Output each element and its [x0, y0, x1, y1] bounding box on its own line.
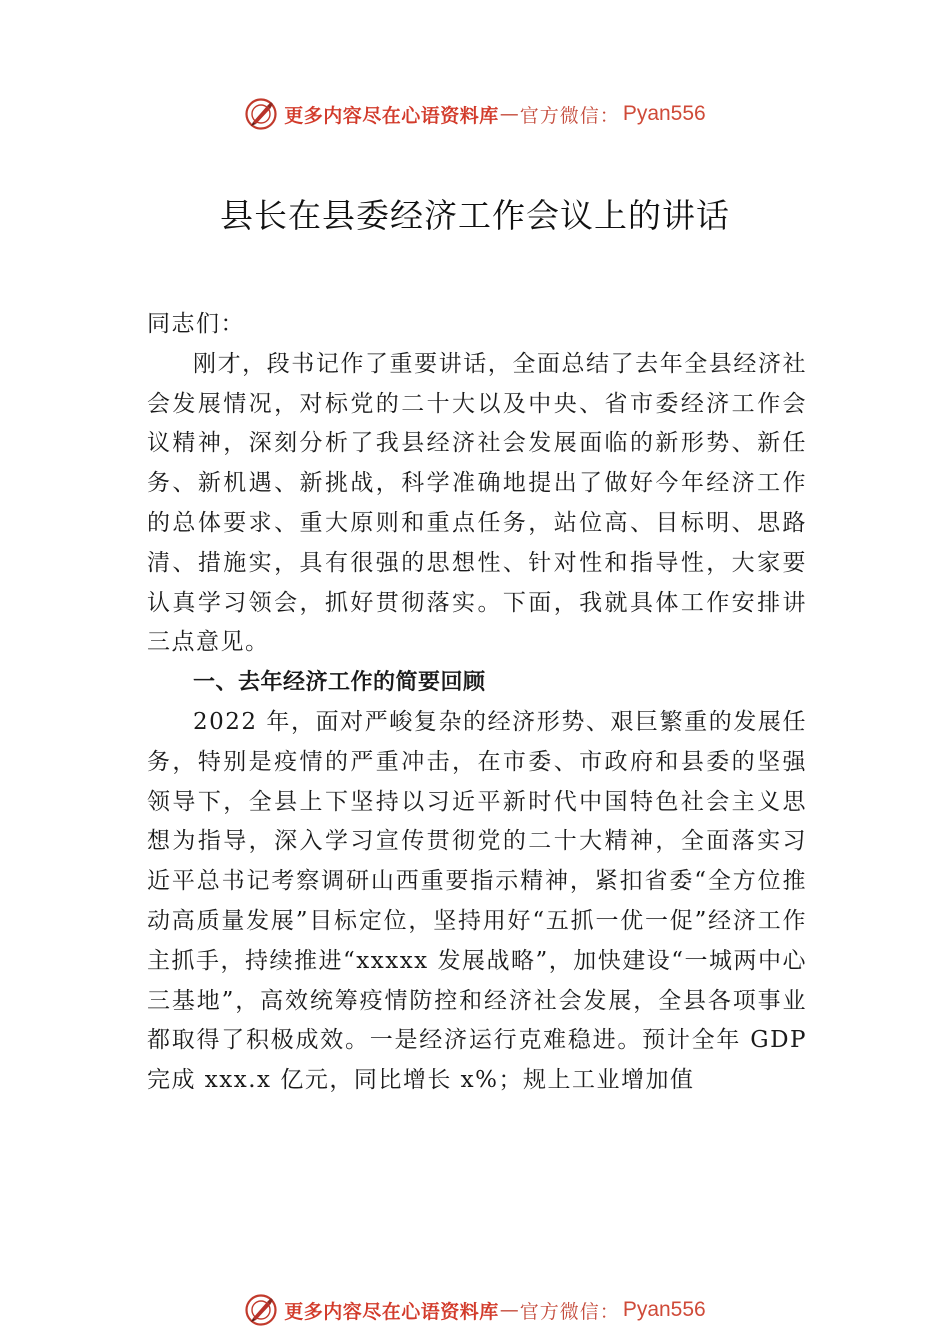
- section-heading-1: 一、去年经济工作的简要回顾: [193, 670, 486, 696]
- banner-main-text: 更多内容尽在心语资料库: [284, 1300, 499, 1323]
- banner-separator: —: [499, 1299, 519, 1321]
- banner-colon: ：: [599, 104, 619, 127]
- footer-watermark-banner: [0, 1290, 950, 1330]
- banner-colon: ：: [599, 1300, 619, 1323]
- banner-wechat-id: Pyan556: [622, 1298, 706, 1321]
- brand-logo-icon: [244, 1293, 278, 1327]
- document-body: [147, 305, 807, 1101]
- header-watermark-banner: [0, 94, 950, 134]
- banner-separator: —: [499, 103, 519, 125]
- banner-main-text: 更多内容尽在心语资料库: [284, 104, 499, 127]
- document-title: 县长在县委经济工作会议上的讲话: [220, 196, 730, 235]
- banner-wechat-id: Pyan556: [622, 102, 706, 125]
- paragraph-intro: 刚才，段书记作了重要讲话，全面总结了去年全县经济社会发展情况，对标党的二十大以及中央、省市委经济工作会议精神，深刻分析了我县经济社会发展面临的新形势、新任务、新机遇、新挑战，科学准确地提出了做好今年经济工作的总体要求、重大原则和重点任务，站位高、目标明、思路清、措施实，具有很强的思想性、针对性和指导性，大家要认真学习领会，抓好贯彻落实。下面，我就具体工作安排讲三点意见。: [147, 350, 807, 656]
- brand-logo-icon: [244, 97, 278, 131]
- banner-wechat-label: 官方微信: [519, 104, 600, 127]
- greeting: 同志们：: [147, 311, 245, 337]
- banner-wechat-label: 官方微信: [519, 1300, 600, 1323]
- paragraph-review: 2022 年，面对严峻复杂的经济形势、艰巨繁重的发展任务，特别是疫情的严重冲击，在市委、市政府和县委的坚强领导下，全县上下坚持以习近平新时代中国特色社会主义思想为指导，深入学习宣传贯彻党的二十大精神，全面落实习近平总书记考察调研山西重要指示精神，紧扣省委“全方位推动高质量发展”目标定位，坚持用好“五抓一优一促”经济工作主抓手，持续推进“xxxxx 发展战略”，加快建设“一城两中心三基地”，高效统筹疫情防控和经济社会发展，全县各项事业都取得了积极成效。一是经济运行克难稳进。预计全年 GDP 完成 xxx.x 亿元，同比增长 x%；规上工业增加值: [147, 708, 807, 1094]
